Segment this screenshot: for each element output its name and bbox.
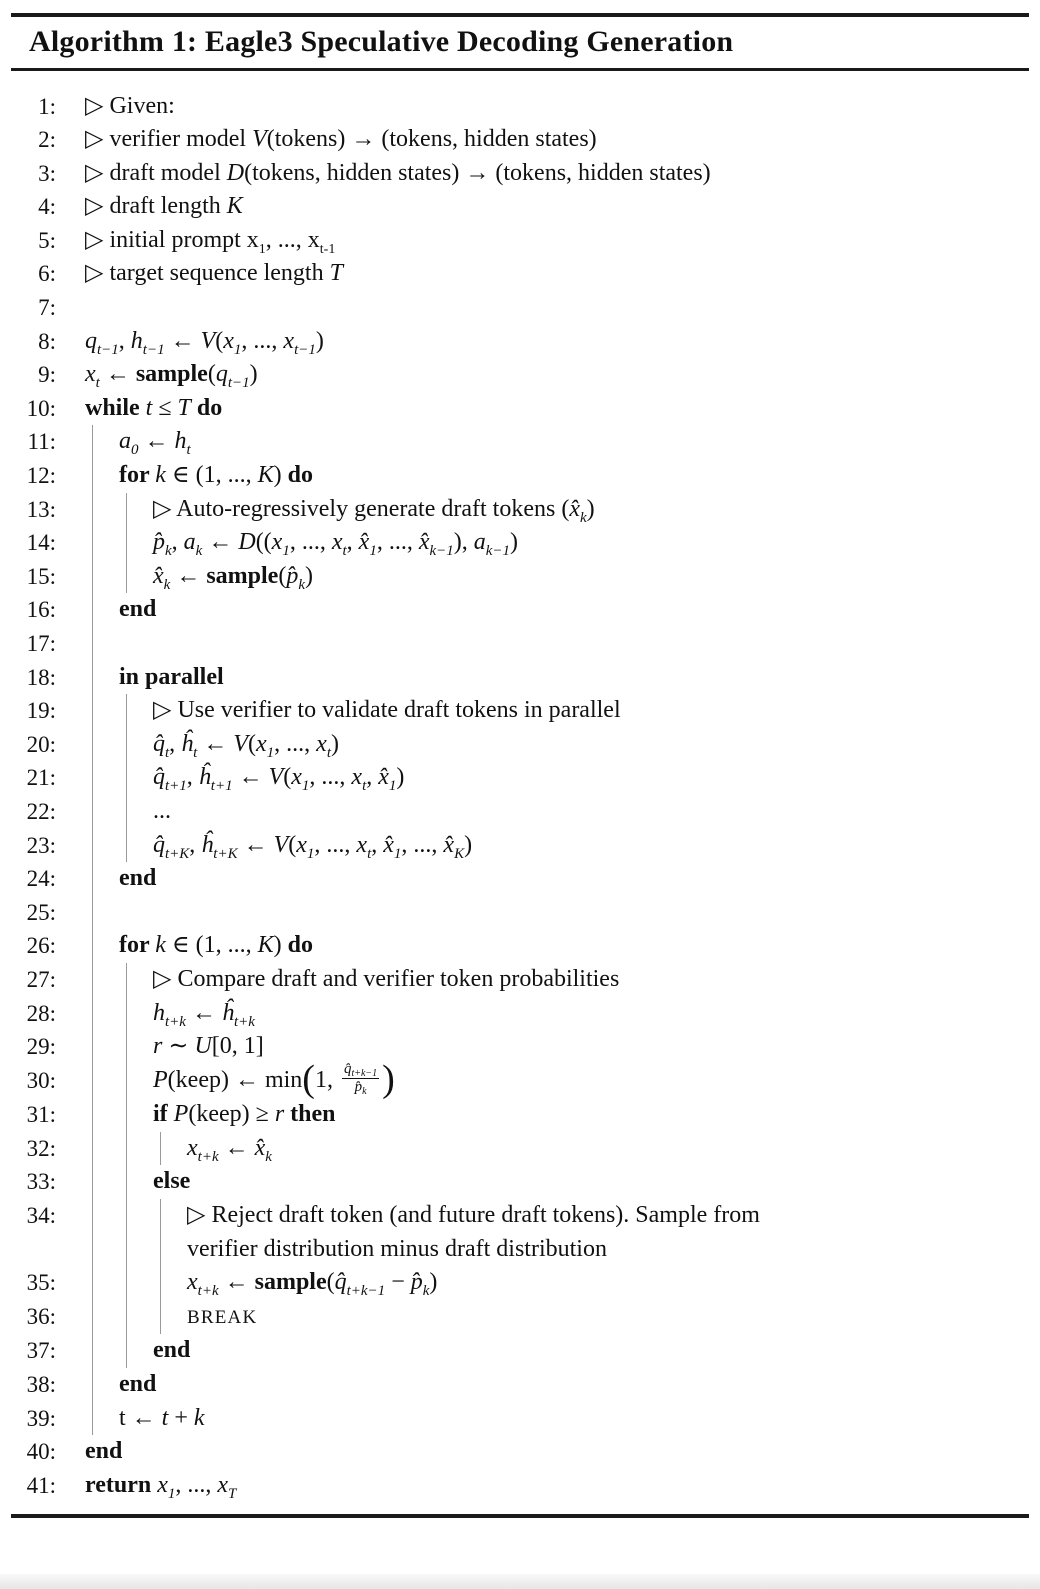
line-number: 35: (26, 1270, 56, 1296)
indent-guide (92, 661, 119, 695)
number-gap (56, 493, 85, 527)
line-number: 13: (26, 496, 56, 522)
algorithm-line (0, 1435, 1040, 1469)
algorithm-line (0, 896, 1040, 930)
indent-guide (126, 1300, 153, 1335)
indent-guide (92, 627, 119, 661)
algorithm-line (0, 526, 1040, 560)
algorithm-line (0, 224, 1040, 258)
algorithm-line (0, 325, 1040, 359)
line-content: end (85, 1438, 123, 1465)
line-number: 23: (26, 832, 56, 858)
number-gap (56, 896, 85, 930)
number-gap (56, 1030, 85, 1064)
line-number: 39: (26, 1405, 56, 1431)
line-content: ▷ initial prompt $x_1$, ..., $x_{t-1}$ (85, 226, 336, 257)
algorithm-line (0, 157, 1040, 191)
number-gap (56, 661, 85, 695)
line-number: 5: (38, 227, 56, 253)
indent-guide (92, 1300, 119, 1335)
line-number: 26: (26, 933, 56, 959)
line-content: $x_{t+k}$ ← $sample(q̂_{t+k-1}$ − $p̂_k$) (187, 1269, 438, 1300)
number-gap (56, 1300, 85, 1335)
indent-guide (126, 761, 153, 795)
line-content: t ← t + k (119, 1404, 205, 1431)
line-number: 29: (26, 1034, 56, 1060)
line-number: 19: (26, 698, 56, 724)
line-content: $x̂_k$ ← $sample(p̂_k)$ (153, 562, 313, 593)
indent-guide (92, 963, 119, 997)
line-number: 7: (38, 295, 56, 321)
algorithm-line (0, 963, 1040, 997)
algorithm-line (0, 862, 1040, 896)
line-content: in parallel (119, 663, 224, 690)
line-content: $q̂_{t+K}$, $ĥ_{t+K}$ ← $V(x_1$, ..., $x_t$, $x̂_1$, ..., $x̂_K$) (153, 831, 473, 862)
line-number: 17: (26, 631, 56, 656)
number-gap (56, 90, 85, 124)
line-content: P(keep) ← min(1, $\frac{q̂_{t+k-1}}{p̂_k}$ ) (153, 1058, 395, 1101)
indent-guide (160, 1199, 187, 1266)
line-content: BREAK (187, 1306, 258, 1328)
algorithm-line (0, 1132, 1040, 1166)
indent-guide (92, 1098, 119, 1132)
algorithm-line (0, 661, 1040, 695)
line-number: 3: (38, 160, 56, 186)
indent-guide (92, 1132, 119, 1166)
line-content: if P(keep) ≥ r then (153, 1101, 336, 1128)
algorithm-line (0, 493, 1040, 527)
line-content: ▷ Reject draft token (and future draft tokens). Sample from verifier distribution minus draft distribution (187, 1201, 760, 1262)
line-content (119, 896, 1040, 930)
number-gap (56, 1368, 85, 1402)
indent-guide (92, 997, 119, 1031)
line-number: 8: (38, 328, 56, 354)
indent-guide (126, 560, 153, 594)
indent-guide (92, 795, 119, 829)
indent-guide (92, 1368, 119, 1402)
indent-guide (92, 761, 119, 795)
indent-guide (92, 493, 119, 527)
indent-guide (92, 1266, 119, 1300)
number-gap (56, 1266, 85, 1300)
line-content: end (119, 865, 157, 892)
line-content: $a_0$ ← $h_t$ (119, 428, 191, 459)
number-gap (56, 1334, 85, 1368)
indent-guide (92, 1064, 119, 1098)
line-content: while t ≤ T do (85, 394, 223, 421)
number-gap (56, 963, 85, 997)
line-number: 9: (38, 362, 56, 388)
number-gap (56, 392, 85, 426)
line-number: 2: (38, 127, 56, 153)
indent-guide (92, 1334, 119, 1368)
line-content: ▷ Use verifier to validate draft tokens in parallel (153, 697, 621, 724)
line-content: ▷ target sequence length T (85, 260, 343, 287)
line-content: ▷ Compare draft and verifier token probabilities (153, 965, 620, 992)
line-number: 25: (26, 899, 56, 925)
indent-guide (126, 1132, 153, 1166)
number-gap (56, 560, 85, 594)
number-gap (56, 459, 85, 493)
number-gap (56, 829, 85, 863)
indent-guide (126, 1030, 153, 1064)
algorithm-line (0, 761, 1040, 795)
indent-guide (92, 1199, 119, 1266)
line-number: 10: (26, 395, 56, 421)
line-number: 32: (26, 1135, 56, 1161)
indent-guide (126, 1064, 153, 1098)
algorithm-line (0, 1030, 1040, 1064)
algorithm-line (0, 190, 1040, 224)
line-number: 28: (26, 1000, 56, 1026)
algorithm-line (0, 425, 1040, 459)
indent-guide (126, 997, 153, 1031)
line-content: ... (153, 797, 171, 824)
number-gap (56, 358, 85, 392)
indent-guide (126, 829, 153, 863)
line-content: ▷ Auto-regressively generate draft tokens $(x̂_k)$ (153, 495, 595, 526)
indent-guide (126, 795, 153, 829)
indent-guide (92, 560, 119, 594)
line-number: 6: (38, 261, 56, 287)
line-content: $x_t$ ← $sample(q_{t-1})$ (85, 361, 258, 392)
indent-guide (160, 1132, 187, 1166)
number-gap (56, 325, 85, 359)
paper-page (0, 13, 1040, 1589)
algorithm-line (0, 997, 1040, 1031)
number-gap (56, 929, 85, 963)
algorithm-line (0, 1368, 1040, 1402)
line-number: 21: (26, 765, 56, 791)
algorithm-title: Algorithm 1: Eagle3 Speculative Decoding Generation (29, 25, 734, 58)
indent-guide (92, 1165, 119, 1199)
algorithm-line (0, 1058, 1040, 1101)
algorithm-line (0, 1300, 1040, 1335)
algorithm-line (0, 291, 1040, 325)
indent-guide (92, 425, 119, 459)
line-content: $h_{t+k}$ ← $ĥ_{t+k}$ (153, 999, 255, 1030)
algorithm-line (0, 560, 1040, 594)
indent-guide (92, 862, 119, 896)
indent-guide (92, 829, 119, 863)
indent-guide (92, 896, 119, 930)
line-number: 15: (26, 563, 56, 589)
number-gap (56, 526, 85, 560)
algorithm-line (0, 123, 1040, 157)
algorithm-line (0, 1098, 1040, 1132)
line-content: $q_{t-1}$, $h_{t-1}$ ← $V(x_1$, ..., $x_{t-1}$) (85, 327, 324, 358)
fraction: $\frac{q̂_{t+k-1}}{p̂_k}$ (343, 1061, 378, 1097)
number-gap (56, 1132, 85, 1166)
line-number: 1: (38, 93, 56, 119)
line-content: end (119, 596, 157, 623)
line-content: ▷ Given: (85, 92, 175, 119)
indent-guide (126, 963, 153, 997)
line-content: ▷ draft length K (85, 193, 243, 220)
algorithm-line (0, 1402, 1040, 1436)
algorithm-line (0, 829, 1040, 863)
indent-guide (126, 493, 153, 527)
line-number: 33: (26, 1169, 56, 1195)
indent-guide (126, 1199, 153, 1266)
line-content: $q̂_t$, $ĥ_t$ ← $V(x_1$, ..., $x_t$) (153, 730, 339, 761)
number-gap (56, 862, 85, 896)
algorithm-line (0, 795, 1040, 829)
indent-guide (92, 1030, 119, 1064)
line-content: end (153, 1337, 191, 1364)
number-gap (56, 1165, 85, 1199)
line-number: 36: (26, 1303, 56, 1329)
indent-guide (92, 593, 119, 627)
line-content: $q̂_{t+1}$, $ĥ_{t+1}$ ← $V(x_1$, ..., $x_t$, $x̂_1$) (153, 764, 405, 795)
number-gap (56, 795, 85, 829)
number-gap (56, 1098, 85, 1132)
line-number: 14: (26, 530, 56, 556)
number-gap (56, 728, 85, 762)
line-content: for k ∈ (1, ..., K) do (119, 462, 314, 489)
line-number: 18: (26, 664, 56, 690)
line-content (119, 627, 1040, 661)
number-gap (56, 291, 85, 325)
number-gap (56, 1402, 85, 1436)
algorithm-line (0, 929, 1040, 963)
indent-guide (92, 459, 119, 493)
indent-guide (160, 1300, 187, 1335)
number-gap (56, 224, 85, 258)
algorithm-line (0, 627, 1040, 661)
number-gap (56, 997, 85, 1031)
line-number: 24: (26, 866, 56, 892)
algorithm-line (0, 593, 1040, 627)
number-gap (56, 425, 85, 459)
indent-guide (126, 1334, 153, 1368)
indent-guide (92, 526, 119, 560)
number-gap (56, 123, 85, 157)
line-number: 37: (26, 1338, 56, 1364)
line-number: 38: (26, 1371, 56, 1397)
line-content: r ∼ U[0, 1] (153, 1033, 264, 1060)
line-number: 11: (27, 429, 56, 455)
indent-guide (92, 694, 119, 728)
algorithm-line (0, 728, 1040, 762)
line-content: $p̂_k$, $a_k$ ← $D((x_1$, ..., $x_t$, $x̂_1$, ..., $x̂_{k-1}$), $a_{k-1}$) (153, 529, 519, 560)
line-number: 12: (26, 463, 56, 489)
number-gap (56, 761, 85, 795)
line-content (85, 291, 1040, 325)
algorithm-line (0, 392, 1040, 426)
line-number: 31: (26, 1102, 56, 1128)
number-gap (56, 157, 85, 191)
line-number: 27: (26, 966, 56, 992)
page-bottom-edge (0, 1574, 1040, 1589)
line-content: ▷ draft model D(tokens, hidden states) → (tokens, hidden states) (85, 159, 711, 186)
line-content: else (153, 1168, 191, 1195)
line-content: for k ∈ (1, ..., K) do (119, 932, 314, 959)
number-gap (56, 1199, 85, 1266)
algorithm-line (0, 1469, 1040, 1503)
algorithm-line (0, 257, 1040, 291)
line-content: return $x_1$, ..., $x_T$ (85, 1471, 237, 1502)
algorithm-line (0, 1199, 1040, 1266)
line-content: $x_{t+k}$ ← $x̂_k$ (187, 1134, 272, 1165)
algorithm-bottom-rule (11, 1514, 1029, 1518)
algorithm-line (0, 358, 1040, 392)
number-gap (56, 1064, 85, 1098)
number-gap (56, 627, 85, 661)
number-gap (56, 1469, 85, 1503)
indent-guide (126, 1165, 153, 1199)
line-number: 30: (26, 1067, 56, 1093)
indent-guide (126, 1266, 153, 1300)
number-gap (56, 1435, 85, 1469)
algorithm-line (0, 459, 1040, 493)
indent-guide (126, 526, 153, 560)
algorithm-line (0, 1334, 1040, 1368)
indent-guide (126, 1098, 153, 1132)
line-number: 40: (26, 1439, 56, 1465)
number-gap (56, 190, 85, 224)
line-content: end (119, 1370, 157, 1397)
number-gap (56, 593, 85, 627)
line-number: 22: (26, 798, 56, 824)
algorithm-line (0, 1266, 1040, 1300)
algorithm-listing (0, 71, 1040, 1511)
algorithm-line (0, 1165, 1040, 1199)
line-number: 16: (26, 597, 56, 623)
indent-guide (92, 1402, 119, 1436)
indent-guide (92, 728, 119, 762)
line-number: 34: (26, 1202, 56, 1228)
line-number: 4: (38, 194, 56, 220)
number-gap (56, 257, 85, 291)
algorithm-line (0, 694, 1040, 728)
number-gap (56, 694, 85, 728)
indent-guide (160, 1266, 187, 1300)
line-number: 41: (26, 1472, 56, 1498)
indent-guide (92, 929, 119, 963)
algorithm-line (0, 90, 1040, 124)
indent-guide (126, 694, 153, 728)
line-content: ▷ verifier model V(tokens) → (tokens, hidden states) (85, 126, 597, 153)
line-number: 20: (26, 731, 56, 757)
indent-guide (126, 728, 153, 762)
